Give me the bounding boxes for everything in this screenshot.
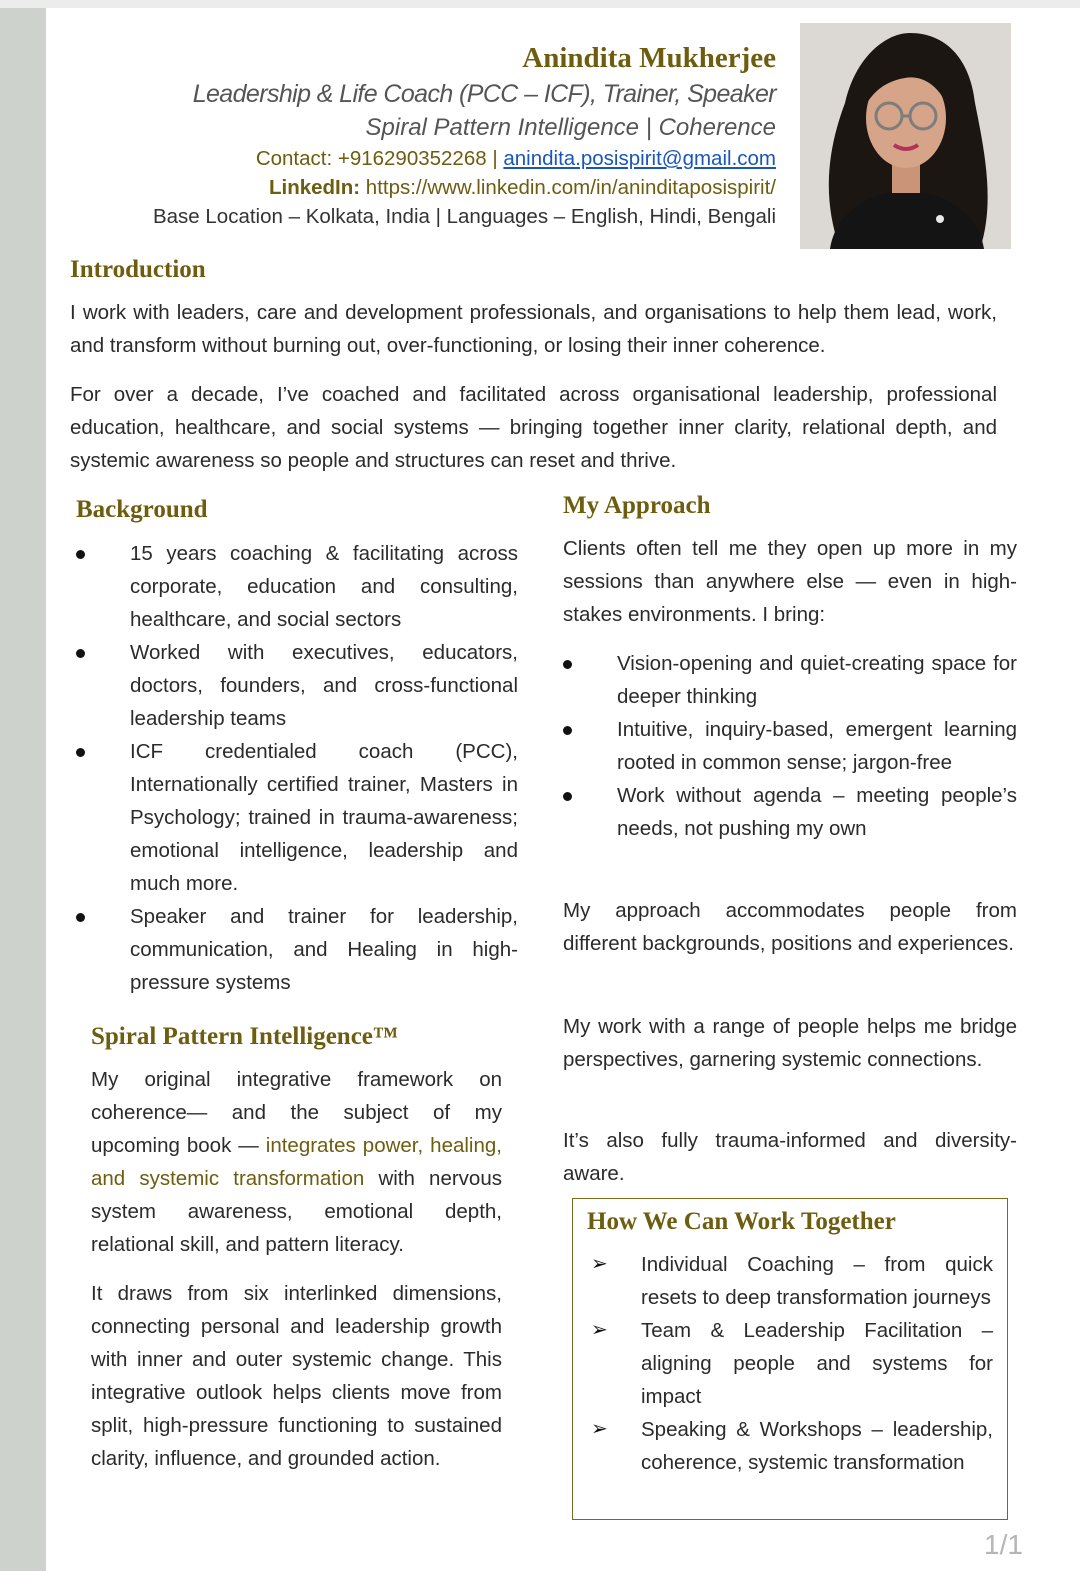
introduction-paragraph-2: For over a decade, I’ve coached and facilitated across organisational leadership, professional education, healthcare, and social systems — bringing together inner clarity, relational depth, and systemic awareness so people and structures can reset and thrive. (70, 383, 997, 472)
work-together-item (591, 1413, 993, 1479)
work-together-heading: How We Can Work Together (587, 1208, 896, 1235)
work-together-item-text: Individual Coaching – from quick resets to deep transformation journeys (641, 1253, 993, 1309)
spiral-text: with nervous system awareness, emotional depth, relational skill, and pattern literacy. (91, 1167, 502, 1256)
background-item-text: Worked with executives, educators, doctors, founders, and cross-functional leadership teams (130, 641, 518, 730)
approach-item-text: Work without agenda – meeting people’s needs, not pushing my own (617, 784, 1017, 840)
bullet-icon (76, 550, 85, 559)
arrow-bullet-icon: ➢ (591, 1253, 608, 1275)
background-item (130, 735, 518, 900)
approach-heading: My Approach (563, 492, 711, 519)
approach-paragraph-3: My work with a range of people helps me bridge perspectives, garnering systemic connections. (563, 1015, 1017, 1071)
contact-line (256, 147, 776, 171)
approach-intro: Clients often tell me they open up more in my sessions than anywhere else — even in high-stakes environments. I bring: (563, 537, 1017, 626)
approach-item-text: Vision-opening and quiet-creating space for deeper thinking (617, 652, 1017, 708)
linkedin-url[interactable]: https://www.linkedin.com/in/aninditaposispirit/ (365, 176, 776, 199)
background-item-text: ICF credentialed coach (PCC), Internationally certified trainer, Masters in Psychology; trained in trauma-awareness; emotional intelligence, leadership and much more. (130, 740, 518, 895)
approach-paragraph-4: It’s also fully trauma-informed and diversity-aware. (563, 1129, 1017, 1185)
bullet-icon (76, 649, 85, 658)
spiral-paragraph-1 (91, 1063, 502, 1261)
linkedin-label: LinkedIn: (268, 176, 361, 199)
approach-paragraph-2: My approach accommodates people from different backgrounds, positions and experiences. (563, 899, 1017, 955)
introduction-heading: Introduction (70, 256, 206, 283)
linkedin-line (269, 176, 776, 200)
resume-tagline: Spiral Pattern Intelligence | Coherence (365, 114, 776, 141)
bullet-icon (563, 660, 572, 669)
approach-item (617, 779, 1017, 845)
resume-name: Anindita Mukherjee (522, 42, 776, 74)
background-item (130, 900, 518, 999)
work-together-item (591, 1248, 993, 1314)
approach-item (617, 647, 1017, 713)
profile-photo (800, 23, 1011, 249)
spiral-heading: Spiral Pattern Intelligence™ (91, 1023, 398, 1050)
work-together-item (591, 1314, 993, 1413)
spiral-text: My original integrative framework on coherence— and the subject of my upcoming book — (91, 1068, 502, 1157)
email-link[interactable]: anindita.posispirit@gmail.com (503, 147, 776, 170)
spiral-highlight: integrates power, healing, and systemic transformation (91, 1134, 502, 1190)
work-together-list (591, 1248, 993, 1479)
bullet-icon (563, 792, 572, 801)
bullet-icon (563, 726, 572, 735)
location-languages: Base Location – Kolkata, India | Languages – English, Hindi, Bengali (152, 205, 776, 228)
arrow-bullet-icon: ➢ (591, 1418, 608, 1440)
approach-item-text: Intuitive, inquiry-based, emergent learning rooted in common sense; jargon-free (617, 718, 1017, 774)
work-together-item-text: Speaking & Workshops – leadership, coherence, systemic transformation (641, 1418, 993, 1474)
approach-item (617, 713, 1017, 779)
bullet-icon (76, 748, 85, 757)
viewer-top-strip (0, 0, 1080, 8)
resume-title: Leadership & Life Coach (PCC – ICF), Trainer, Speaker (192, 80, 776, 108)
background-item (130, 537, 518, 636)
background-item-text: Speaker and trainer for leadership, communication, and Healing in high-pressure systems (130, 905, 518, 994)
background-list (130, 537, 518, 999)
work-together-item-text: Team & Leadership Facilitation – aligning people and systems for impact (641, 1319, 993, 1408)
approach-list (617, 647, 1017, 845)
background-item-text: 15 years coaching & facilitating across corporate, education and consulting, healthcare, and social sectors (130, 542, 518, 631)
bullet-icon (76, 913, 85, 922)
viewer-left-margin (0, 8, 46, 1571)
background-item (130, 636, 518, 735)
introduction-paragraph-1: I work with leaders, care and development professionals, and organisations to help them lead, work, and transform without burning out, over-functioning, or losing their inner coherence. (70, 301, 997, 357)
contact-label: Contact: +916290352268 | (255, 147, 498, 170)
spiral-paragraph-2: It draws from six interlinked dimensions, connecting personal and leadership growth with inner and outer systemic change. This integrative outlook helps clients move from split, high-pressure functioning to sustained clarity, influence, and grounded action. (91, 1282, 502, 1470)
page-number: 1/1 (984, 1529, 1023, 1560)
background-heading: Background (76, 496, 208, 523)
arrow-bullet-icon: ➢ (591, 1319, 608, 1341)
